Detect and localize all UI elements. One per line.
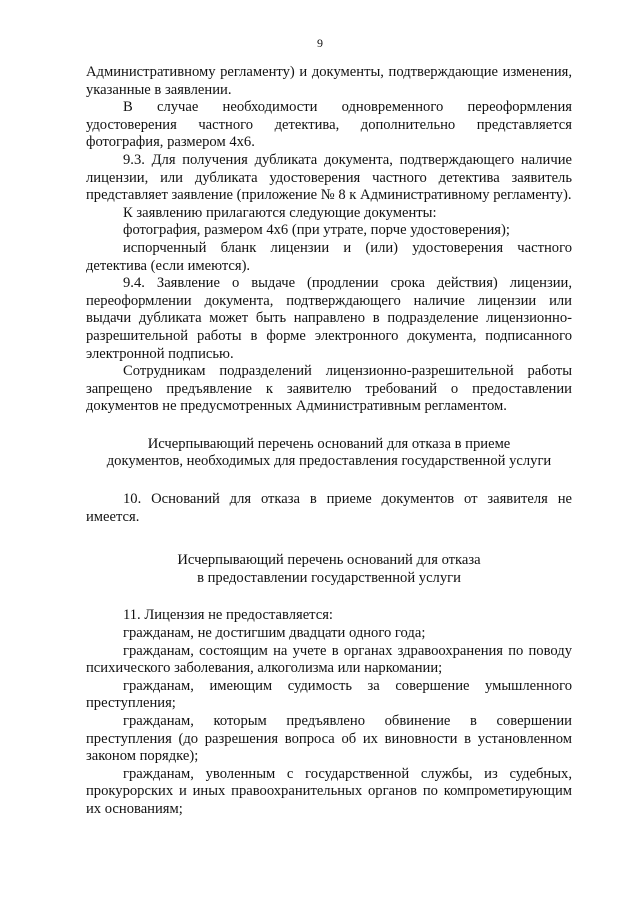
paragraph-9-3: 9.3. Для получения дубликата документа, подтверждающего наличие лицензии, или дубликата удостоверения частного детектива заявитель представляет заявление (приложение № 8 к Административному регламенту). [86,151,572,204]
spacer [86,587,572,607]
list-item-criminal-record: гражданам, имеющим судимость за совершение умышленного преступления; [86,677,572,712]
document-body [86,64,572,819]
list-item-photo: фотография, размером 4х6 (при утрате, порче удостоверения); [123,222,510,239]
list-item-dismissed: гражданам, уволенным с государственной службы, из судебных, прокурорских и иных правоохранительных органов по компрометирующим их основаниям; [86,765,572,817]
heading-line: в предоставлении государственной услуги [197,569,461,586]
heading-line: Исчерпывающий перечень оснований для отказа в приеме [147,435,511,452]
list-item-damaged-form: испорченный бланк лицензии и (или) удостоверения частного детектива (если имеются). [86,239,572,274]
paragraph-photo-requirement: В случае необходимости одновременного переоформления удостоверения частного детектива, дополнительно представляется фотография, размером 4х6. [86,99,572,151]
paragraph-11: 11. Лицензия не предоставляется: [123,607,333,624]
paragraph-staff-prohibition: Сотрудникам подразделений лицензионно-разрешительной работы запрещено предъявление к заявителю требований о предоставлении документов не предусмотренных Административным регламентом. [86,363,572,415]
spacer [86,416,572,436]
list-item-health-registry: гражданам, состоящим на учете в органах здравоохранения по поводу психического заболевания, алкоголизма или наркомании; [86,642,572,677]
heading-line: документов, необходимых для предоставления государственной услуги [106,453,552,470]
section-heading-refusal-service [86,552,572,587]
paragraph-10: 10. Оснований для отказа в приеме документов от заявителя не имеется. [86,491,572,525]
spacer [86,526,572,552]
section-heading-refusal-acceptance [86,436,572,471]
list-item-age: гражданам, не достигшим двадцати одного года; [123,625,426,642]
heading-line: Исчерпывающий перечень оснований для отказа [177,552,481,569]
page-number: 9 [317,36,323,50]
paragraph-attachments-intro: К заявлению прилагаются следующие документы: [123,204,437,221]
paragraph-continuation: Административному регламенту) и документы, подтверждающие изменения, указанные в заявлении. [86,64,572,98]
list-item-accused: гражданам, которым предъявлено обвинение в совершении преступления (до разрешения вопроса об их виновности в установленном законом порядке); [86,713,572,765]
paragraph-9-4: 9.4. Заявление о выдаче (продлении срока действия) лицензии, переоформлении документа, подтверждающего наличие лицензии или выдачи дубликата может быть направлено в подразделение лицензионно-разрешительной работы в форме электронного документа, подписанного электронной подписью. [86,275,572,362]
spacer [86,471,572,491]
